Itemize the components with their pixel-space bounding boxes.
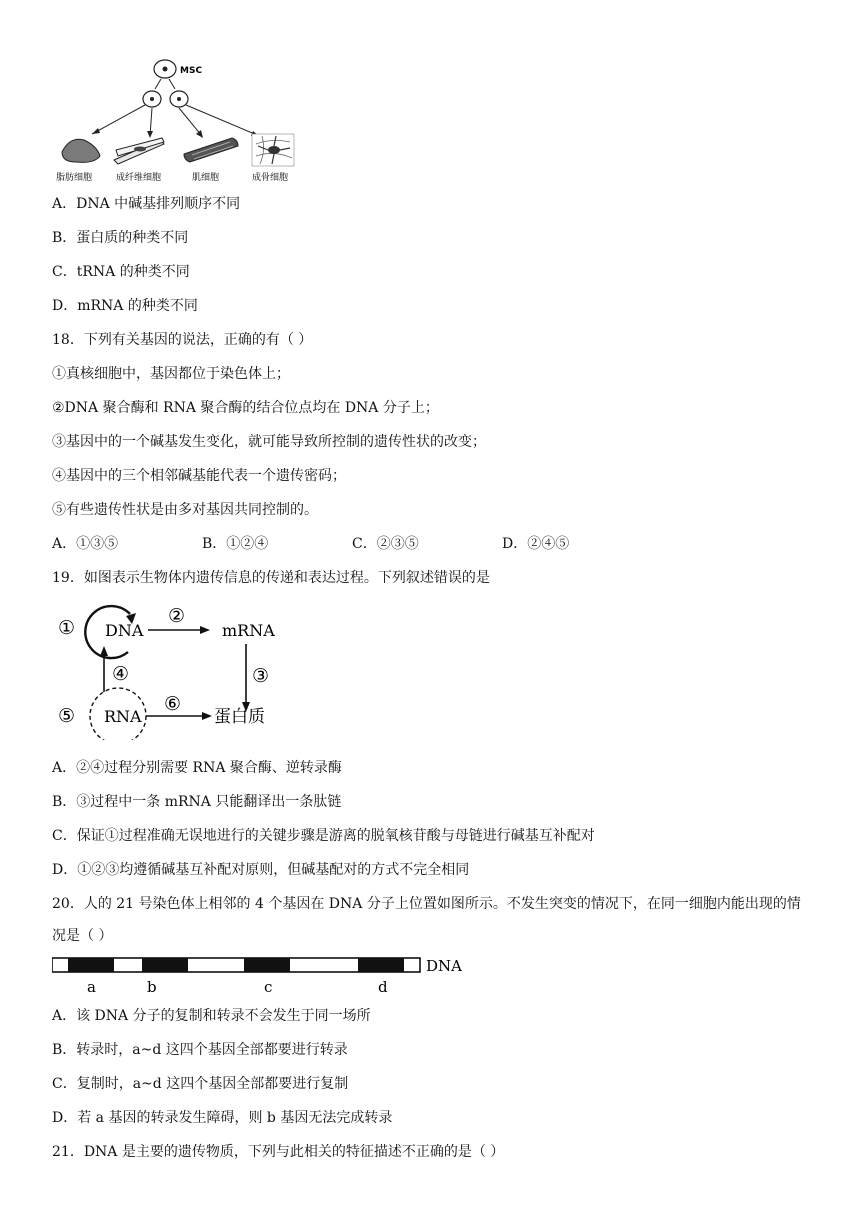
dna-gene-diagram	[52, 956, 482, 998]
gene-c-label: c	[264, 978, 273, 996]
q19-stem: 19．如图表示生物体内遗传信息的传递和表达过程。下列叙述错误的是	[52, 570, 490, 586]
q20-option-d: D．若 a 基因的转录发生障碍，则 b 基因无法完成转录	[52, 1110, 393, 1126]
q17-option-c: C．tRNA 的种类不同	[52, 264, 190, 280]
gene-d-segment	[358, 958, 404, 972]
q21-stem: 21．DNA 是主要的遗传物质，下列与此相关的特征描述不正确的是（ ）	[52, 1144, 505, 1160]
q20-option-c: C．复制时，a~d 这四个基因全部都要进行复制	[52, 1076, 349, 1092]
label-dna: DNA	[105, 621, 144, 640]
gene-b-segment	[142, 958, 188, 972]
q19-option-b: B．③过程中一条 mRNA 只能翻译出一条肽链	[52, 794, 342, 810]
q18-item-4: ④基因中的三个相邻碱基能代表一个遗传密码；	[52, 468, 346, 484]
dna-label: DNA	[426, 957, 462, 975]
central-dogma-diagram	[52, 600, 292, 740]
label-rna: RNA	[104, 707, 142, 726]
label-n3: ③	[252, 665, 270, 687]
q18-item-3: ③基因中的一个碱基发生变化，就可能导致所控制的遗传性状的改变；	[52, 434, 486, 450]
q18-stem: 18．下列有关基因的说法，正确的有（ ）	[52, 332, 313, 348]
q20-option-a: A．该 DNA 分子的复制和转录不会发生于同一场所	[52, 1008, 371, 1024]
label-n5: ⑤	[58, 705, 76, 727]
q18-option-b: B．①②④	[202, 536, 269, 552]
label-n4: ④	[112, 663, 130, 685]
gene-a-segment	[68, 958, 114, 972]
q20-stem: 20．人的 21 号染色体上相邻的 4 个基因在 DNA 分子上位置如图所示。不发生突变的情况下，在同一细胞内能出现的情况是（ ）	[52, 896, 801, 944]
q18-item-2: ②DNA 聚合酶和 RNA 聚合酶的结合位点均在 DNA 分子上；	[52, 400, 439, 416]
fibroblast-image	[114, 138, 164, 164]
gene-a-label: a	[87, 978, 96, 996]
q18-option-d: D．②④⑤	[502, 536, 570, 552]
cell-label-osteo: 成骨细胞	[252, 173, 289, 183]
label-protein: 蛋白质	[214, 707, 265, 727]
q19-option-d: D．①②③均遵循碱基互补配对原则，但碱基配对的方式不完全相同	[52, 862, 470, 878]
q17-option-d: D．mRNA 的种类不同	[52, 298, 198, 314]
label-mrna: mRNA	[222, 621, 275, 640]
label-n2: ②	[168, 605, 186, 627]
q19-option-a: A．②④过程分别需要 RNA 聚合酶、逆转录酶	[52, 760, 342, 776]
q19-option-c: C．保证①过程准确无误地进行的关键步骤是游离的脱氧核苷酸与母链进行碱基互补配对	[52, 828, 595, 844]
q17-option-b: B．蛋白质的种类不同	[52, 230, 189, 246]
q18-option-a: A．①③⑤	[52, 536, 119, 552]
q18-option-c: C．②③⑤	[352, 536, 419, 552]
fat-cell-image	[62, 139, 100, 162]
q17-option-a: A．DNA 中碱基排列顺序不同	[52, 196, 241, 212]
gene-d-label: d	[378, 978, 388, 996]
cell-label-fibroblast: 成纤维细胞	[116, 173, 162, 183]
cell-label-muscle: 肌细胞	[192, 173, 220, 183]
q20-option-b: B．转录时，a~d 这四个基因全部都要进行转录	[52, 1042, 348, 1058]
cell-label-fat: 脂肪细胞	[56, 173, 93, 183]
gene-b-label: b	[147, 978, 157, 996]
gene-c-segment	[244, 958, 290, 972]
msc-label: MSC	[180, 66, 203, 76]
label-n6: ⑥	[164, 693, 182, 715]
q18-item-5: ⑤有些遗传性状是由多对基因共同控制的。	[52, 502, 318, 518]
muscle-cell-image	[184, 138, 238, 162]
osteocyte-image	[252, 134, 294, 166]
q18-item-1: ①真核细胞中，基因都位于染色体上；	[52, 366, 290, 382]
label-n1: ①	[58, 617, 76, 639]
msc-differentiation-figure	[52, 52, 302, 187]
